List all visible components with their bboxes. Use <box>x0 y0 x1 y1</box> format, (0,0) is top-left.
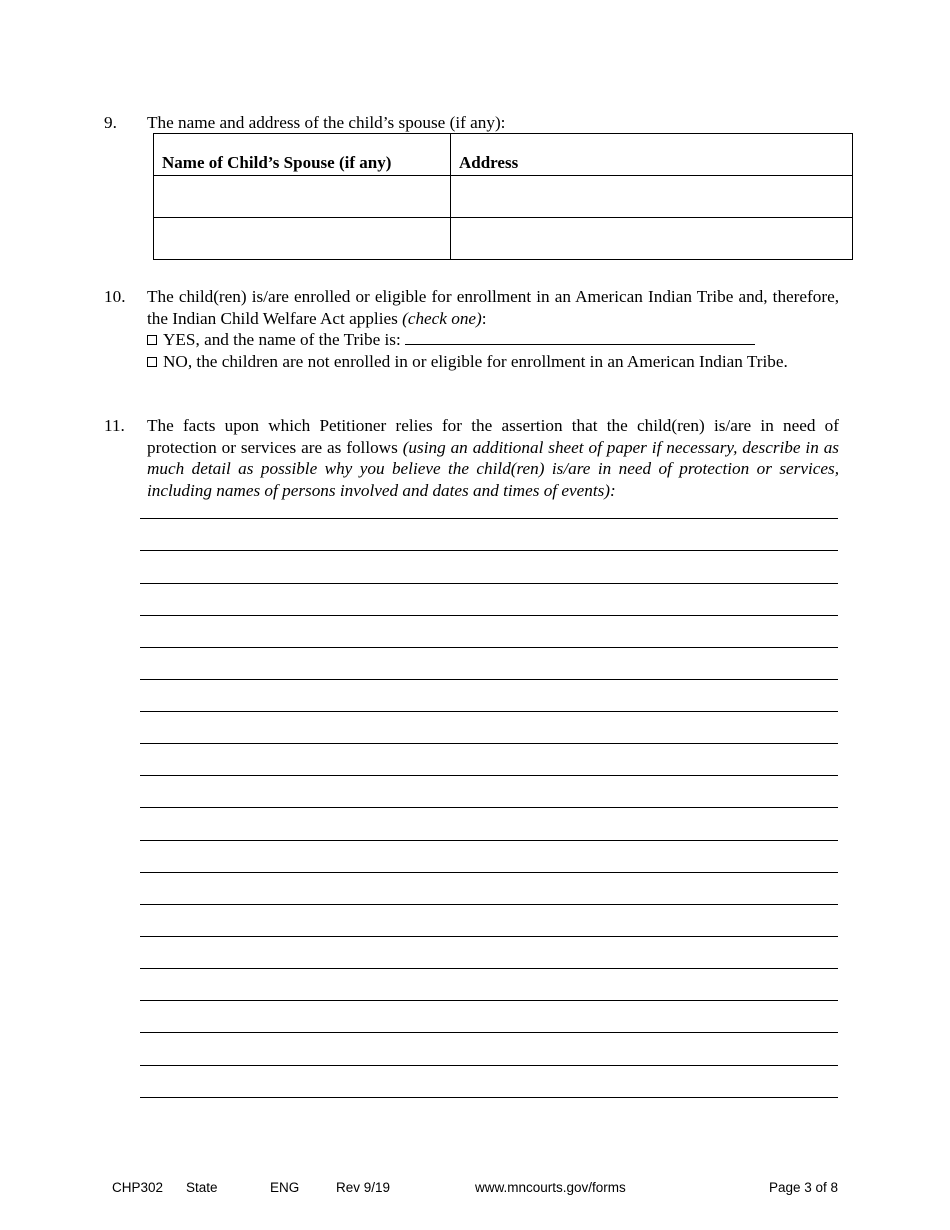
spouse-table-header-row <box>154 134 853 176</box>
spouse-name-header: Name of Child’s Spouse (if any) <box>154 134 451 176</box>
item-9-number: 9. <box>104 113 117 132</box>
writing-line[interactable] <box>140 1000 838 1001</box>
table-row <box>154 218 853 260</box>
spouse-address-header: Address <box>451 134 853 176</box>
footer-page-number: Page 3 of 8 <box>768 1180 838 1195</box>
writing-line[interactable] <box>140 904 838 905</box>
writing-line[interactable] <box>140 936 838 937</box>
item-9 <box>104 112 839 134</box>
writing-line[interactable] <box>140 679 838 680</box>
item-10-text: The child(ren) is/are enrolled or eligible for enrollment in an American Indian Tribe and, therefore, the Indian Child Welfare Act applies <box>147 287 839 328</box>
writing-line[interactable] <box>140 840 838 841</box>
spouse-table <box>153 133 853 260</box>
item-11-body <box>147 415 839 501</box>
writing-line[interactable] <box>140 550 838 551</box>
item-10-italic: (check one) <box>402 308 482 328</box>
item-10 <box>104 286 839 396</box>
writing-line[interactable] <box>140 647 838 648</box>
writing-line[interactable] <box>140 743 838 744</box>
item-11-number: 11. <box>104 416 125 435</box>
writing-line[interactable] <box>140 807 838 808</box>
item-10-body <box>147 286 839 372</box>
table-row <box>154 176 853 218</box>
item-10-colon: : <box>481 308 487 328</box>
item-10-number: 10. <box>104 287 126 306</box>
writing-line[interactable] <box>140 1097 838 1098</box>
writing-line[interactable] <box>140 518 838 519</box>
icwa-no-option <box>147 351 839 373</box>
writing-line[interactable] <box>140 775 838 776</box>
spouse-address-cell[interactable] <box>451 218 853 260</box>
spouse-address-cell[interactable] <box>451 176 853 218</box>
footer-jurisdiction: State <box>186 1180 218 1195</box>
yes-label: YES, and the name of the Tribe is: <box>163 330 401 349</box>
item-11-text: The facts upon which Petitioner relies for the assertion that the child(ren) is/are in need of protection or services are as follows <box>147 416 839 457</box>
writing-line[interactable] <box>140 1032 838 1033</box>
spouse-name-cell[interactable] <box>154 176 451 218</box>
item-11 <box>104 415 839 505</box>
writing-line[interactable] <box>140 711 838 712</box>
writing-line[interactable] <box>140 583 838 584</box>
spouse-name-cell[interactable] <box>154 218 451 260</box>
item-9-text: The name and address of the child’s spouse (if any): <box>147 113 506 132</box>
no-checkbox[interactable] <box>147 357 157 367</box>
footer-language: ENG <box>270 1180 300 1195</box>
writing-line[interactable] <box>140 1065 838 1066</box>
writing-line[interactable] <box>140 615 838 616</box>
yes-checkbox[interactable] <box>147 335 157 345</box>
item-11-italic: (using an additional sheet of paper if necessary, describe in as much detail as possible why you believe the child(ren) is/are in need of protection or services, including names of persons involved and dates and times of events): <box>147 437 839 500</box>
footer-form-code: CHP302 <box>112 1180 164 1195</box>
writing-line[interactable] <box>140 872 838 873</box>
footer-url[interactable]: www.mncourts.gov/forms <box>475 1180 626 1195</box>
no-label: NO, the children are not enrolled in or eligible for enrollment in an American Indian Tribe. <box>163 351 788 371</box>
writing-line[interactable] <box>140 968 838 969</box>
icwa-yes-option <box>147 329 839 351</box>
tribe-name-field[interactable] <box>405 330 755 345</box>
footer-revision: Rev 9/19 <box>336 1180 391 1195</box>
